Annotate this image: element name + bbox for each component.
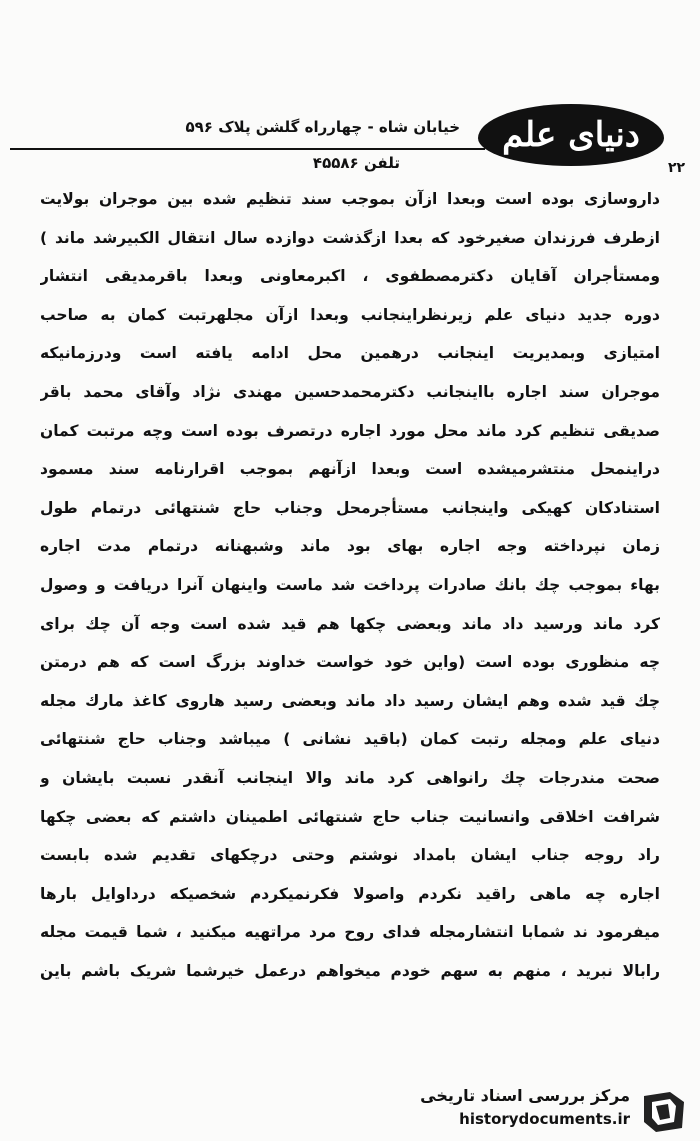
body-line: میفرمود ند شمابا انتشارمجله فدای روح مرد مراتهیه میکنید ، شما قیمت مجله <box>40 923 660 942</box>
body-line: داروسازی بوده است وبعدا ازآن بموجب سند تنظیم شده بین موجران بولایت <box>40 190 660 208</box>
magazine-logo-text: دنیای علم <box>502 115 640 155</box>
phone-label: تلفن <box>363 154 400 172</box>
body-line: راد روجه جناب ایشان بامداد نوشتم وحتی درچکهای تقدیم شده بابست <box>40 846 660 865</box>
body-line: دوره جدید دنیای علم زیرنظراینجانب وبعدا ازآن مجلهرتبت کمان به صاحب <box>40 305 660 324</box>
letter-body <box>40 180 660 990</box>
letterhead-address: خیابان شاه - چهارراه گلشن پلاک ۵۹۶ <box>185 118 460 136</box>
page-number: ۲۲ <box>668 160 686 176</box>
body-line: صحت مندرجات چك رانواهی کرد ماند والا اینجانب آنقدر نسبت بایشان و <box>40 768 660 787</box>
body-line: بهاء بموجب چك بانك صادرات پرداخت شد ماست واینهان آنرا دریافت و وصول <box>40 575 660 594</box>
body-line: موجران سند اجاره بااینجانب دکترمحمدحسین مهندی نژاد وآقای محمد باقر <box>40 382 660 401</box>
body-line: امتیازی وبمدیریت اینجانب درهمین محل ادامه یافته است ودرزمانیکه <box>40 344 660 363</box>
phone-number: ۴۵۵۸۶ <box>312 154 359 172</box>
body-line: اجاره چه ماهی راقید نکردم واصولا فکرنمیکردم شخصیکه درداوایل بارها <box>40 884 660 903</box>
body-line: استنادکان کهیکی واینجانب مستأجرمحل وجناب حاج شنتهائی درتمام طول <box>40 498 660 517</box>
letterhead-phone <box>150 154 400 172</box>
body-line: ومستأجران آقایان دکترمصطفوی ، اکبرمعاونی وبعدا باقرمدیقی انتشار <box>40 267 660 286</box>
body-line: دنیای علم ومجله رتبت کمان (باقید نشانی ) میباشد وجناب حاج شنتهائی <box>40 730 660 749</box>
body-line: چك قید شده وهم ایشان رسید داد ماند وبعضی رسید هاروی کاغذ مارك مجله <box>40 691 660 710</box>
body-line: زمان نپرداخته وجه اجاره بهای بود ماند وشبهنانه درتمام مدت اجاره <box>40 537 660 556</box>
archive-logo-icon <box>640 1088 688 1134</box>
watermark <box>412 1086 692 1138</box>
body-line: چه منظوری بوده است (واین خود خواست خداوند بزرگ است که هم درمتن <box>40 653 660 672</box>
body-line: ازطرف فرزندان صغیرخود که بعدا ازگذشت دوازده سال انتقال الکبیرشد ماند ) <box>40 228 660 247</box>
body-line: رابالا نبرید ، منهم به سهم خودم میخواهم درعمل خیرشما شریک باشم باین <box>40 961 660 980</box>
body-line: کرد ماند ورسید داد ماند وبعضی چکها هم قید شده است وجه آن چك برای <box>40 614 660 633</box>
letterhead-rule <box>10 148 485 150</box>
magazine-logo <box>478 104 664 166</box>
body-line: شرافت اخلاقی وانسانیت جناب حاج شنتهائی اطمینان داشتم که بعضی چکها <box>40 807 660 826</box>
watermark-url: historydocuments.ir <box>459 1110 630 1128</box>
body-line: صدیقی تنظیم کرد ماند محل مورد اجاره درتصرف بوده است وچه مرتبت کمان <box>40 421 660 440</box>
body-line: دراینمحل منتشرمیشده است وبعدا ازآنهم بموجب اقرارنامه سند مسمود <box>40 460 660 479</box>
watermark-title: مرکز بررسی اسناد تاریخی <box>420 1086 630 1105</box>
